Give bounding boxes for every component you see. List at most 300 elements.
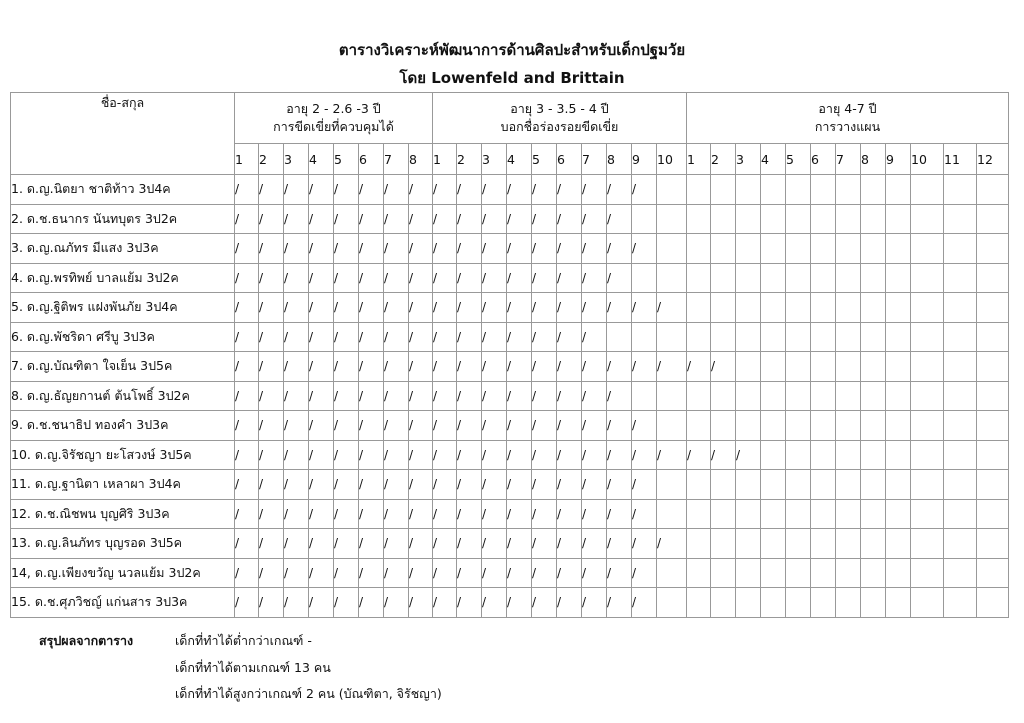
check-cell: / [532,529,557,559]
check-cell: / [433,234,457,264]
check-cell: / [359,322,384,352]
check-cell: / [284,234,309,264]
check-cell: / [557,470,582,500]
check-cell [736,263,761,293]
item-number-header: 6 [359,144,384,175]
check-cell: / [711,352,736,382]
check-cell [861,529,886,559]
check-cell: / [359,440,384,470]
check-cell: / [711,440,736,470]
check-cell [736,204,761,234]
table-row [11,411,1009,441]
check-cell: / [384,263,409,293]
check-cell: / [334,588,359,618]
check-cell: / [736,440,761,470]
item-number-header: 6 [557,144,582,175]
check-cell: / [309,175,334,205]
stage-label: การขีดเขี่ยที่ควบคุมได้ [273,119,394,134]
check-cell: / [582,381,607,411]
check-cell: / [235,499,259,529]
check-cell: / [657,293,687,323]
item-number-header: 1 [235,144,259,175]
check-cell: / [557,529,582,559]
check-cell [711,499,736,529]
check-cell: / [582,263,607,293]
check-cell: / [409,499,433,529]
check-cell: / [582,175,607,205]
check-cell [944,293,977,323]
check-cell: / [334,263,359,293]
check-cell: / [433,411,457,441]
check-cell: / [309,411,334,441]
check-cell [761,381,786,411]
check-cell: / [433,440,457,470]
item-number-header: 12 [977,144,1009,175]
check-cell: / [359,204,384,234]
check-cell [911,263,944,293]
check-cell: / [284,558,309,588]
check-cell [886,381,911,411]
table-row [11,588,1009,618]
check-cell: / [532,499,557,529]
check-cell: / [507,499,532,529]
check-cell: / [359,263,384,293]
check-cell [657,558,687,588]
check-cell [786,352,811,382]
check-cell [632,263,657,293]
table-row [11,175,1009,205]
check-cell [786,588,811,618]
check-cell: / [482,588,507,618]
summary-line: เด็กที่ทำได้ตามเกณฑ์ 13 คน [175,660,331,675]
check-cell: / [457,588,482,618]
check-cell: / [433,204,457,234]
check-cell: / [384,529,409,559]
check-cell: / [532,175,557,205]
check-cell: / [632,411,657,441]
check-cell [711,204,736,234]
check-cell: / [433,588,457,618]
check-cell [911,588,944,618]
check-cell: / [334,175,359,205]
check-cell: / [607,234,632,264]
check-cell: / [409,411,433,441]
check-cell [861,322,886,352]
check-cell [944,204,977,234]
check-cell: / [384,175,409,205]
check-cell: / [235,293,259,323]
check-cell [736,529,761,559]
check-cell: / [309,352,334,382]
item-number-header: 7 [836,144,861,175]
check-cell: / [259,558,284,588]
check-cell [886,234,911,264]
table-row [11,529,1009,559]
check-cell: / [532,381,557,411]
check-cell [711,558,736,588]
check-cell [736,175,761,205]
check-cell [977,322,1009,352]
check-cell: / [359,234,384,264]
check-cell [836,293,861,323]
check-cell: / [482,529,507,559]
check-cell [911,322,944,352]
check-cell: / [632,352,657,382]
table-row [11,263,1009,293]
check-cell [886,175,911,205]
check-cell: / [433,352,457,382]
check-cell [786,234,811,264]
check-cell: / [235,470,259,500]
check-cell: / [507,322,532,352]
check-cell: / [582,529,607,559]
item-number-header: 8 [607,144,632,175]
check-cell: / [632,529,657,559]
check-cell: / [457,499,482,529]
check-cell: / [259,588,284,618]
check-cell: / [457,204,482,234]
check-cell [632,381,657,411]
check-cell: / [334,529,359,559]
check-cell: / [482,411,507,441]
check-cell: / [507,175,532,205]
check-cell [687,411,711,441]
item-number-header: 5 [532,144,557,175]
check-cell [736,322,761,352]
check-cell: / [334,381,359,411]
check-cell: / [235,352,259,382]
check-cell: / [384,588,409,618]
check-cell [836,499,861,529]
check-cell: / [359,588,384,618]
check-cell [657,381,687,411]
check-cell [944,322,977,352]
item-number-header: 6 [811,144,836,175]
check-cell [886,352,911,382]
check-cell: / [235,529,259,559]
check-cell [861,263,886,293]
check-cell: / [359,352,384,382]
check-cell [687,470,711,500]
check-cell [836,558,861,588]
check-cell: / [384,204,409,234]
check-cell: / [557,352,582,382]
check-cell [977,234,1009,264]
check-cell [657,470,687,500]
check-cell: / [409,263,433,293]
table-row [11,234,1009,264]
check-cell [886,204,911,234]
check-cell: / [507,204,532,234]
check-cell: / [409,440,433,470]
check-cell [736,381,761,411]
check-cell [977,411,1009,441]
check-cell: / [334,558,359,588]
check-cell [786,381,811,411]
check-cell [736,293,761,323]
check-cell: / [457,352,482,382]
check-cell: / [384,352,409,382]
check-cell: / [507,411,532,441]
check-cell [977,529,1009,559]
check-cell [711,529,736,559]
check-cell [811,175,836,205]
check-cell [886,588,911,618]
check-cell: / [507,263,532,293]
check-cell: / [409,322,433,352]
check-cell: / [507,440,532,470]
check-cell [711,381,736,411]
check-cell: / [457,263,482,293]
check-cell [836,440,861,470]
student-name: 11. ด.ญ.ฐานิตา เหลาผา 3ป4ค [11,470,235,500]
check-cell: / [334,470,359,500]
item-number-header: 9 [886,144,911,175]
check-cell [711,470,736,500]
check-cell [944,588,977,618]
check-cell: / [433,558,457,588]
student-name: 6. ด.ญ.พัชริดา ศรีบู 3ป3ค [11,322,235,352]
check-cell [911,352,944,382]
check-cell: / [457,322,482,352]
check-cell: / [532,411,557,441]
check-cell: / [557,204,582,234]
check-cell: / [507,470,532,500]
check-cell: / [607,529,632,559]
check-cell [786,411,811,441]
check-cell: / [284,322,309,352]
check-cell [736,588,761,618]
check-cell [811,529,836,559]
check-cell: / [532,293,557,323]
check-cell [886,293,911,323]
check-cell: / [235,263,259,293]
check-cell: / [259,499,284,529]
check-cell [861,411,886,441]
table-row [11,499,1009,529]
check-cell [657,322,687,352]
check-cell: / [507,529,532,559]
check-cell: / [235,558,259,588]
check-cell [836,529,861,559]
check-cell [632,204,657,234]
check-cell: / [582,499,607,529]
check-cell [861,588,886,618]
check-cell: / [235,204,259,234]
check-cell: / [334,440,359,470]
check-cell [836,175,861,205]
check-cell: / [359,558,384,588]
check-cell [944,470,977,500]
check-cell [811,204,836,234]
check-cell [911,175,944,205]
check-cell: / [309,470,334,500]
check-cell [977,440,1009,470]
check-cell: / [259,352,284,382]
check-cell [761,234,786,264]
check-cell: / [457,175,482,205]
check-cell [861,352,886,382]
check-cell: / [384,234,409,264]
check-cell [657,588,687,618]
check-cell: / [334,293,359,323]
check-cell [687,499,711,529]
check-cell: / [632,470,657,500]
item-number-header: 9 [632,144,657,175]
check-cell [687,588,711,618]
check-cell [711,411,736,441]
check-cell: / [557,499,582,529]
check-cell [607,322,632,352]
check-cell [811,588,836,618]
check-cell [836,411,861,441]
student-name: 14, ด.ญ.เพียงขวัญ นวลแย้ม 3ป2ค [11,558,235,588]
student-name: 4. ด.ญ.พรทิพย์ บาลแย้ม 3ป2ค [11,263,235,293]
check-cell: / [359,499,384,529]
check-cell [657,234,687,264]
table-row [11,352,1009,382]
check-cell: / [557,175,582,205]
check-cell: / [409,352,433,382]
check-cell: / [532,588,557,618]
check-cell: / [557,411,582,441]
check-cell: / [309,263,334,293]
check-cell: / [607,411,632,441]
check-cell [977,175,1009,205]
check-cell: / [532,263,557,293]
table-row [11,381,1009,411]
check-cell [861,440,886,470]
item-number-header: 8 [861,144,886,175]
check-cell [886,529,911,559]
check-cell: / [309,293,334,323]
check-cell: / [359,293,384,323]
check-cell: / [557,381,582,411]
check-cell: / [482,440,507,470]
check-cell: / [433,499,457,529]
check-cell [786,204,811,234]
age-range-label: อายุ 3 - 3.5 - 4 ปี [510,101,609,116]
check-cell: / [384,293,409,323]
check-cell: / [607,440,632,470]
check-cell: / [607,204,632,234]
page-title: ตารางวิเคราะห์พัฒนาการด้านศิลปะสำหรับเด็กปฐมวัย [338,41,686,59]
check-cell [977,263,1009,293]
check-cell [736,470,761,500]
check-cell: / [582,411,607,441]
check-cell: / [359,470,384,500]
check-cell: / [687,352,711,382]
check-cell [861,175,886,205]
check-cell [632,322,657,352]
check-cell: / [309,558,334,588]
table-row [11,293,1009,323]
check-cell: / [457,293,482,323]
check-cell [944,352,977,382]
stage-label: บอกชื่อร่องรอยขีดเขี่ย [500,119,619,134]
check-cell: / [687,440,711,470]
check-cell: / [507,381,532,411]
check-cell: / [582,440,607,470]
check-cell: / [607,263,632,293]
item-number-header: 5 [786,144,811,175]
check-cell: / [632,234,657,264]
check-cell [911,234,944,264]
check-cell: / [482,293,507,323]
check-cell: / [557,588,582,618]
check-cell: / [482,234,507,264]
item-number-header: 11 [944,144,977,175]
check-cell [911,499,944,529]
check-cell: / [259,175,284,205]
check-cell [944,381,977,411]
check-cell: / [284,411,309,441]
check-cell: / [409,381,433,411]
check-cell [761,558,786,588]
check-cell: / [532,204,557,234]
check-cell: / [632,588,657,618]
check-cell: / [309,234,334,264]
check-cell [761,204,786,234]
check-cell: / [532,352,557,382]
check-cell [836,470,861,500]
check-cell: / [384,440,409,470]
check-cell: / [409,588,433,618]
check-cell [657,499,687,529]
check-cell: / [457,381,482,411]
check-cell [886,558,911,588]
check-cell: / [235,440,259,470]
check-cell: / [433,470,457,500]
check-cell: / [334,234,359,264]
check-cell: / [409,293,433,323]
check-cell [687,263,711,293]
check-cell: / [557,322,582,352]
check-cell: / [309,440,334,470]
check-cell: / [557,263,582,293]
check-cell: / [259,234,284,264]
check-cell: / [309,499,334,529]
check-cell: / [384,558,409,588]
check-cell [761,293,786,323]
student-name: 10. ด.ญ.จิรัชญา ยะโสวงษ์ 3ป5ค [11,440,235,470]
check-cell: / [632,175,657,205]
check-cell: / [409,529,433,559]
check-cell: / [582,204,607,234]
check-cell [786,470,811,500]
check-cell: / [259,322,284,352]
check-cell: / [409,470,433,500]
item-number-header: 2 [457,144,482,175]
check-cell [786,175,811,205]
check-cell [861,499,886,529]
check-cell: / [284,263,309,293]
check-cell [687,204,711,234]
check-cell [836,204,861,234]
check-cell [711,588,736,618]
check-cell: / [359,411,384,441]
check-cell [786,293,811,323]
item-number-header: 7 [582,144,607,175]
check-cell [811,499,836,529]
check-cell [736,234,761,264]
check-cell [811,322,836,352]
check-cell: / [284,529,309,559]
check-cell [944,440,977,470]
check-cell [977,293,1009,323]
check-cell: / [657,352,687,382]
item-number-header: 10 [657,144,687,175]
